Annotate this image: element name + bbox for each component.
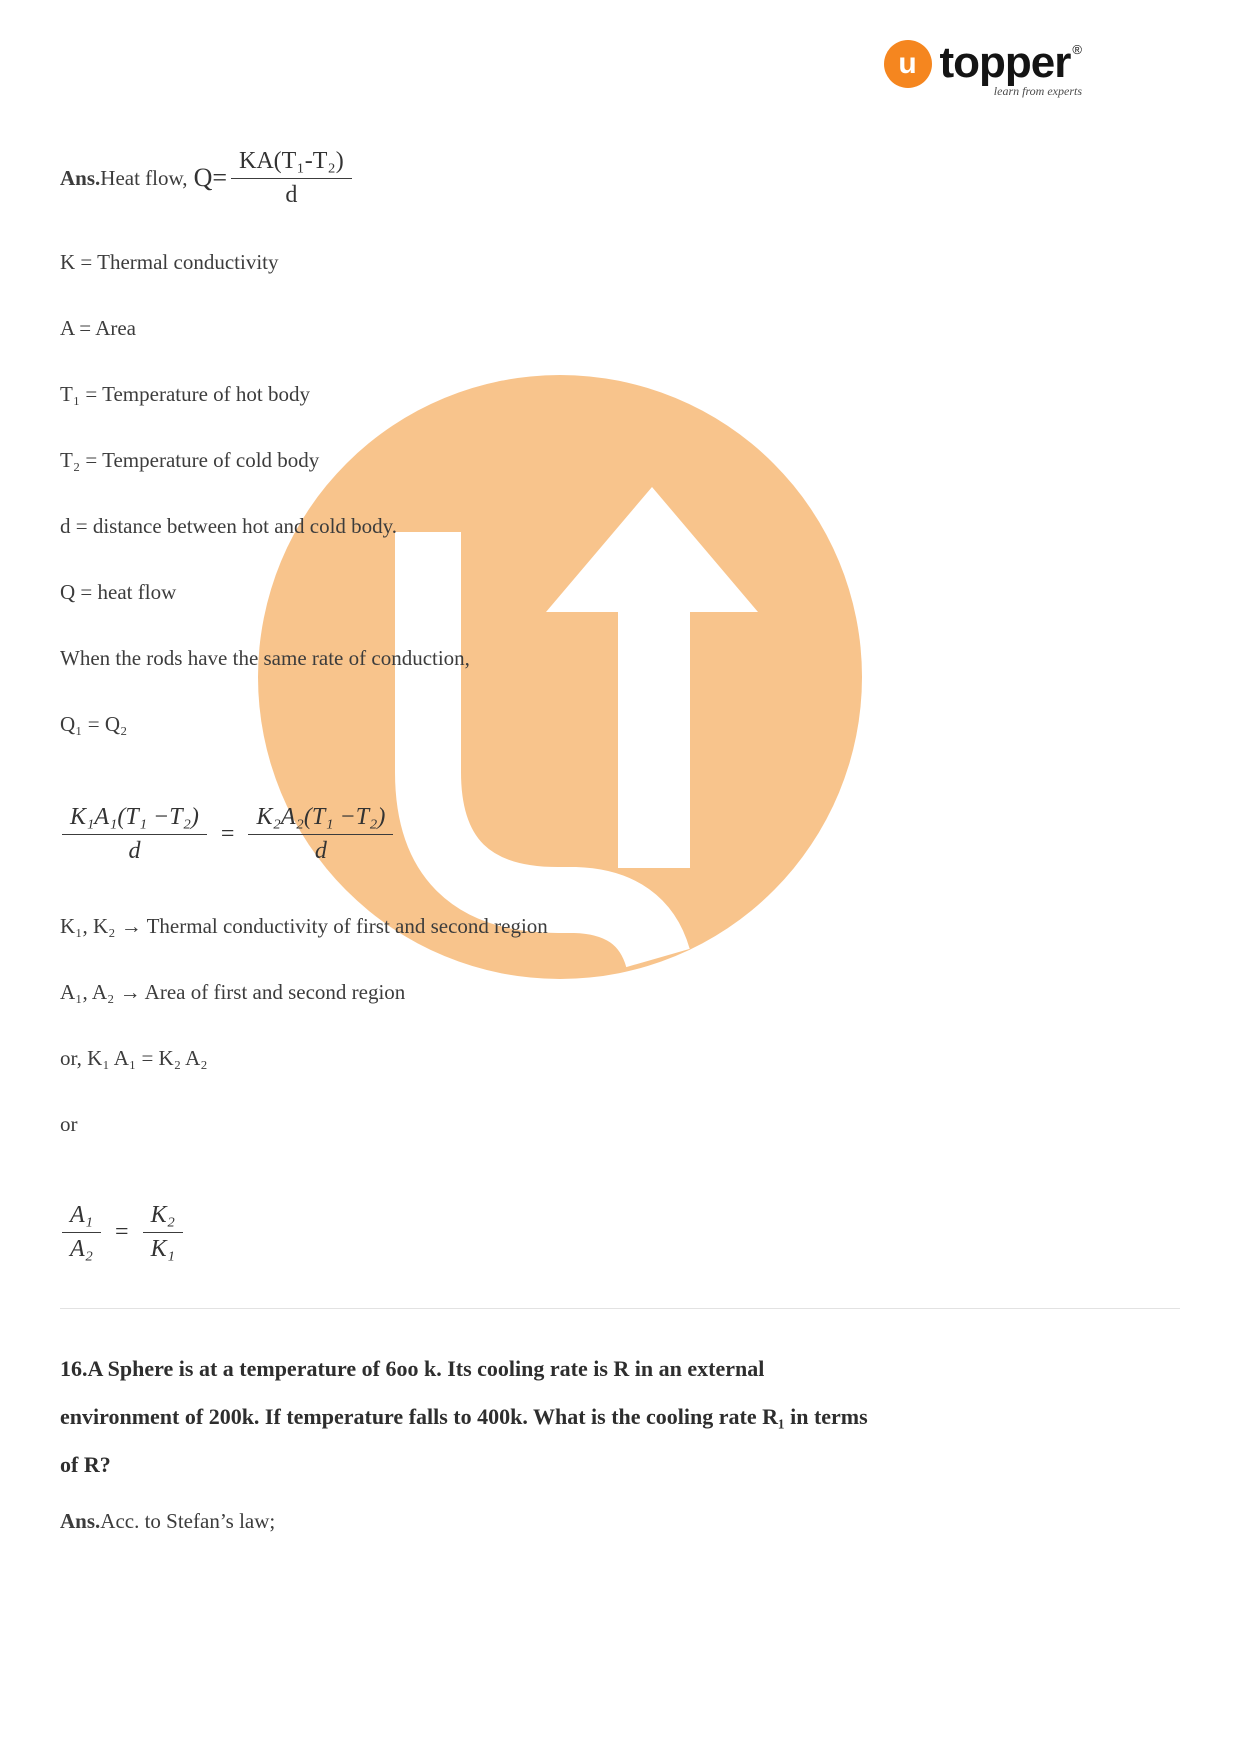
fraction [231, 148, 352, 209]
section-divider [60, 1308, 1180, 1309]
explanation-line: or, K₁ A₁ = K₂ A₂ [60, 1046, 208, 1070]
answer-label: Ans. [60, 165, 101, 190]
equation-heat-flow [194, 148, 352, 209]
logo-text-column [940, 40, 1082, 99]
explanation-line: or [60, 1112, 78, 1136]
definition-line: A = Area [60, 316, 136, 340]
question-16-text [60, 1345, 1180, 1489]
equation-lhs: Q= [193, 163, 228, 192]
fraction-left [62, 1202, 101, 1263]
fraction-denominator: K₁ [150, 1235, 175, 1262]
fraction-numerator: KA(T₁-T₂) [231, 148, 352, 179]
logo-top-row [940, 40, 1082, 86]
definition-line: T₂ = Temperature of cold body [60, 448, 320, 472]
answer-intro-text: Heat flow, [100, 165, 188, 190]
answer-1-line [60, 142, 1180, 214]
utopper-logo [884, 40, 1082, 99]
explanation-line: A₁, A₂ → Area of first and second region [60, 980, 406, 1004]
question-line: of R? [60, 1452, 111, 1477]
answer-2-text: Acc. to Stefan’s law; [100, 1509, 276, 1533]
logo-brand-text: topper [939, 38, 1071, 87]
utopper-logo-u-icon [884, 40, 932, 88]
explanation-line: K₁, K₂ → Thermal conductivity of first and second region [60, 914, 548, 938]
definition-line: K = Thermal conductivity [60, 250, 279, 274]
fraction-right [248, 804, 393, 865]
definition-line: d = distance between hot and cold body. [60, 514, 398, 538]
answer-label: Ans. [60, 1509, 101, 1533]
fraction-right [143, 1202, 183, 1263]
logo-tagline: learn from experts [993, 84, 1082, 99]
equals-sign: = [115, 1218, 129, 1245]
logo-icon-letter: u [898, 47, 917, 80]
fraction-numerator: K₂A₂(T₁ −T₂) [248, 804, 393, 835]
fraction-denominator: d [285, 181, 298, 208]
definition-line: When the rods have the same rate of conduction, [60, 646, 470, 670]
registered-mark: ® [1072, 42, 1082, 57]
equals-sign: = [220, 820, 235, 847]
definition-line: T₁ = Temperature of hot body [60, 382, 310, 406]
fraction-denominator: d [314, 837, 327, 864]
fraction-numerator: K₂ [143, 1202, 183, 1233]
answer-2-line [60, 1509, 1180, 1534]
fraction-numerator: A₁ [62, 1202, 101, 1233]
equation-conduction-equality [62, 788, 393, 880]
question-line: environment of 200k. If temperature falls to 400k. What is the cooling rate R₁ in terms [60, 1404, 868, 1429]
fraction-numerator: K₁A₁(T₁ −T₂) [62, 804, 207, 835]
fraction-left [62, 804, 207, 865]
definition-line: Q = heat flow [60, 580, 177, 604]
definition-line: Q₁ = Q₂ [60, 712, 128, 736]
equation-area-ratio [62, 1182, 183, 1282]
question-line: 16.A Sphere is at a temperature of 6oo k. Its cooling rate is R in an external [60, 1356, 765, 1381]
fraction-denominator: d [128, 837, 141, 864]
fraction-denominator: A₂ [70, 1235, 94, 1262]
